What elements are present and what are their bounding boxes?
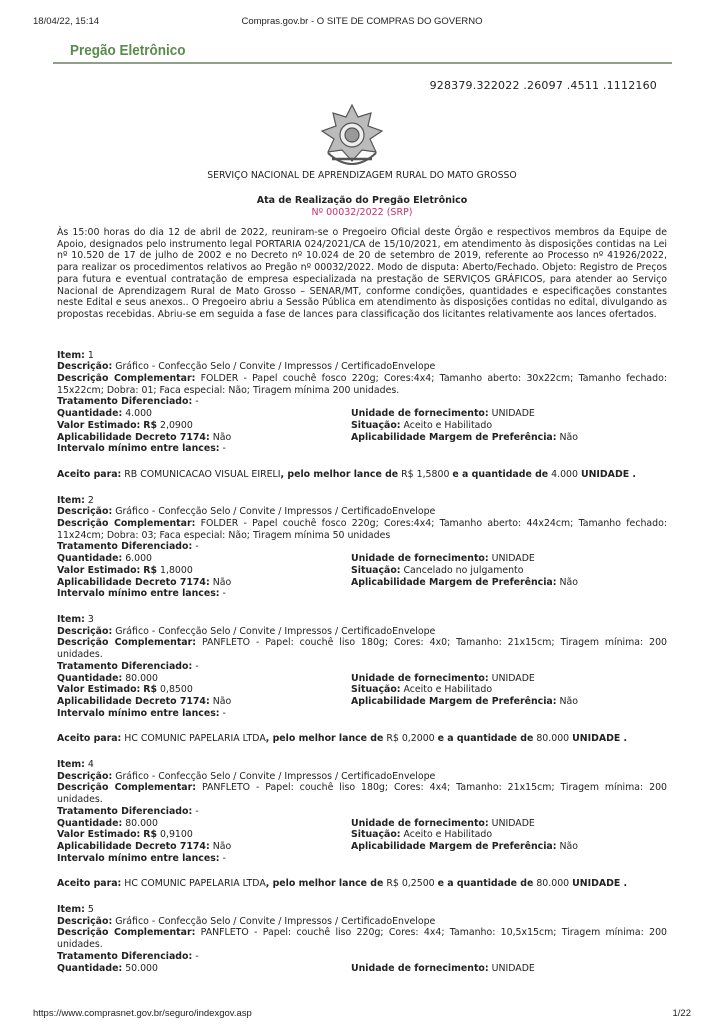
print-url: https://www.comprasnet.gov.br/seguro/indexgov.asp (33, 1008, 252, 1019)
margem-preferencia-label: Aplicabilidade Margem de Preferência: (351, 431, 557, 443)
col-left (57, 696, 351, 708)
field-row (57, 420, 667, 432)
line (57, 350, 667, 362)
descricao-complementar-label: Descrição Complementar: (57, 927, 196, 939)
melhor-lance-label: , pelo melhor lance de (265, 878, 384, 890)
decreto-7174-label: Aplicabilidade Decreto 7174: (57, 695, 210, 707)
item-number-field (57, 350, 94, 361)
tratamento-diferenciado-value: - (195, 950, 199, 962)
decreto-7174-value: Não (212, 695, 232, 707)
col-right (351, 565, 523, 577)
quantidade-label: e a quantidade de (437, 878, 534, 890)
intervalo-lances-field (57, 708, 226, 719)
quantidade-label: e a quantidade de (437, 733, 534, 745)
document-title: Ata de Realização do Pregão Eletrônico (256, 195, 468, 206)
col-left (57, 577, 351, 589)
aceito-quantidade: 4.000 (551, 468, 578, 480)
line (57, 853, 667, 865)
unidade-fornecimento-field (351, 553, 535, 564)
title-divider (53, 62, 672, 64)
print-page-number: 1/22 (672, 1008, 691, 1019)
col-right (351, 408, 535, 420)
descricao-complementar-field (57, 782, 667, 805)
field-row (57, 818, 667, 830)
line (57, 637, 667, 660)
descricao-value: Gráfico - Confecção Selo / Convite / Impressos / CertificadoEnvelope (115, 506, 436, 518)
unidade-fornecimento-value: UNIDADE (491, 817, 535, 829)
decreto-7174-label: Aplicabilidade Decreto 7174: (57, 576, 210, 588)
unidade-fornecimento-value: UNIDADE (491, 672, 535, 684)
margem-preferencia-field (351, 577, 578, 588)
item-number-value: 4 (87, 759, 94, 771)
aceito-line (57, 878, 667, 890)
quantidade-value: 4.000 (125, 408, 153, 420)
quantidade-value: 80.000 (125, 817, 158, 829)
intervalo-lances-value: - (222, 588, 226, 600)
valor-estimado-field (57, 420, 193, 431)
item-number-label: Item: (57, 494, 85, 506)
aceito-label: Aceito para: (57, 878, 122, 890)
col-right (351, 432, 578, 444)
field-row (57, 577, 667, 589)
valor-estimado-field (57, 565, 193, 576)
col-right (351, 841, 578, 853)
unidade-fornecimento-label: Unidade de fornecimento: (351, 553, 489, 565)
descricao-value: Gráfico - Confecção Selo / Convite / Impressos / CertificadoEnvelope (115, 915, 436, 927)
decreto-7174-label: Aplicabilidade Decreto 7174: (57, 840, 210, 852)
descricao-complementar-field (57, 373, 667, 396)
item-block (57, 904, 667, 974)
descricao-field (57, 506, 435, 517)
line (57, 708, 667, 720)
quantidade-label: Quantidade: (57, 817, 123, 829)
intervalo-lances-label: Intervalo mínimo entre lances: (57, 852, 220, 864)
margem-preferencia-value: Não (559, 431, 578, 443)
col-right (351, 696, 578, 708)
line (57, 495, 667, 507)
situacao-value: Aceito e Habilitado (403, 684, 493, 696)
col-right (351, 684, 492, 696)
item-number-field (57, 759, 94, 770)
intervalo-lances-label: Intervalo mínimo entre lances: (57, 443, 220, 455)
tratamento-diferenciado-label: Tratamento Diferenciado: (57, 805, 193, 817)
print-page-title: Compras.gov.br - O SITE DE COMPRAS DO GOVERNO (241, 16, 483, 27)
descricao-complementar-value: FOLDER - Papel couchê fosco 220g; Cores:4x4; Tamanho aberto: 30x22cm; Tamanho fechado: 15x22cm; Dobra: 01; Faca especial: Não; Tiragem mínima 200 unidades. (57, 373, 668, 396)
aceito-quantidade: 80.000 (536, 878, 570, 890)
valor-estimado-value: 0,8500 (160, 684, 193, 696)
descricao-complementar-field (57, 637, 667, 660)
descricao-field (57, 771, 435, 782)
col-left (57, 420, 351, 432)
aceito-unidade: UNIDADE . (572, 733, 628, 745)
unidade-fornecimento-value: UNIDADE (491, 962, 535, 974)
document-body (57, 227, 667, 974)
intro-paragraph: Às 15:00 horas do dia 12 de abril de 2022, reuniram-se o Pregoeiro Oficial deste Órgão e respectivos membros da Equipe de Apoio, designados pelo instrumento legal PORTARIA 024/2021/CA de 15/10/2021, em atendimento às disposições contidas na Lei nº 10.520 de 17 de julho de 2002 e no Decreto nº 10.024 de 20 de setembro de 2019, referente ao Processo nº 41926/2022, para realizar os procedimentos relativos ao Pregão nº 00032/2022. Modo de disputa: Aberto/Fechado. Objeto: Registro de Preços para futura e eventual contratação de empresa especializada na prestação de SERVIÇOS GRÁFICOS, para atender ao Serviço Nacional de Aprendizagem Rural de Mato Grosso – SENAR/MT, conforme condições, quantidades e especificações constantes neste Edital e seus anexos.. O Pregoeiro abriu a Sessão Pública em atendimento às disposições contidas no edital, divulgando as propostas recebidas. Abriu-se em seguida a fase de lances para classificação dos licitantes relativamente aos lances ofertados. (57, 227, 667, 320)
tratamento-diferenciado-field (57, 541, 199, 552)
unidade-fornecimento-field (351, 818, 535, 829)
descricao-value: Gráfico - Confecção Selo / Convite / Impressos / CertificadoEnvelope (115, 361, 436, 373)
tratamento-diferenciado-field (57, 806, 199, 817)
quantidade-field (57, 553, 152, 564)
line (57, 541, 667, 553)
unidade-fornecimento-label: Unidade de fornecimento: (351, 962, 489, 974)
currency-label: R$ (143, 564, 158, 576)
quantidade-field (57, 673, 158, 684)
line (57, 927, 667, 950)
brazil-coat-of-arms-icon (318, 103, 386, 173)
field-row (57, 829, 667, 841)
col-left (57, 673, 351, 685)
col-left (57, 553, 351, 565)
field-row (57, 963, 667, 975)
situacao-label: Situação: (351, 829, 401, 841)
lance-value: R$ 0,2500 (386, 878, 435, 890)
print-datetime: 18/04/22, 15:14 (33, 16, 100, 27)
item-number-label: Item: (57, 759, 85, 771)
aceito-label: Aceito para: (57, 733, 122, 745)
tratamento-diferenciado-field (57, 951, 199, 962)
quantidade-label: Quantidade: (57, 672, 123, 684)
valor-estimado-value: 0,9100 (160, 829, 193, 841)
quantidade-field (57, 818, 158, 829)
descricao-field (57, 916, 435, 927)
lance-value: R$ 0,2000 (386, 733, 435, 745)
margem-preferencia-label: Aplicabilidade Margem de Preferência: (351, 695, 557, 707)
descricao-complementar-value: FOLDER - Papel couchê fosco 220g; Cores:4x4; Tamanho aberto: 44x24cm; Tamanho fechado: 11x24cm; Dobra: 03; Faca especial: Não; Tiragem mínima 50 unidades (57, 518, 668, 541)
line (57, 661, 667, 673)
tratamento-diferenciado-label: Tratamento Diferenciado: (57, 660, 193, 672)
descricao-value: Gráfico - Confecção Selo / Convite / Impressos / CertificadoEnvelope (115, 770, 436, 782)
item-number-value: 1 (87, 349, 94, 361)
valor-estimado-field (57, 829, 193, 840)
lance-value: R$ 1,5800 (401, 468, 450, 480)
situacao-label: Situação: (351, 419, 401, 431)
aceito-quantidade: 80.000 (536, 733, 570, 745)
unidade-fornecimento-label: Unidade de fornecimento: (351, 408, 489, 420)
descricao-value: Gráfico - Confecção Selo / Convite / Impressos / CertificadoEnvelope (115, 625, 436, 637)
quantidade-value: 50.000 (125, 962, 158, 974)
decreto-7174-field (57, 696, 231, 707)
descricao-field (57, 626, 435, 637)
unidade-fornecimento-label: Unidade de fornecimento: (351, 672, 489, 684)
line (57, 614, 667, 626)
line (57, 759, 667, 771)
item-number-label: Item: (57, 613, 85, 625)
decreto-7174-value: Não (212, 840, 232, 852)
field-row (57, 684, 667, 696)
line (57, 782, 667, 805)
intervalo-lances-label: Intervalo mínimo entre lances: (57, 588, 220, 600)
item-number-value: 5 (87, 904, 94, 916)
col-right (351, 818, 535, 830)
unidade-fornecimento-value: UNIDADE (491, 408, 535, 420)
item-number-value: 2 (87, 494, 94, 506)
page-title: Pregão Eletrônico (70, 42, 186, 59)
item-number-field (57, 904, 94, 915)
descricao-label: Descrição: (57, 770, 113, 782)
intervalo-lances-field (57, 443, 226, 454)
tratamento-diferenciado-field (57, 396, 199, 407)
situacao-value: Cancelado no julgamento (403, 564, 524, 576)
fornecedor-name: RB COMUNICACAO VISUAL EIRELI (124, 468, 281, 480)
descricao-complementar-label: Descrição Complementar: (57, 637, 196, 649)
quantidade-field (57, 963, 158, 974)
line (57, 951, 667, 963)
col-right (351, 420, 492, 432)
decreto-7174-field (57, 577, 231, 588)
field-row (57, 553, 667, 565)
aceito-line (57, 733, 667, 745)
margem-preferencia-field (351, 841, 578, 852)
col-left (57, 432, 351, 444)
descricao-label: Descrição: (57, 915, 113, 927)
line (57, 518, 667, 541)
unidade-fornecimento-value: UNIDADE (491, 553, 535, 565)
col-left (57, 829, 351, 841)
margem-preferencia-value: Não (559, 576, 578, 588)
col-right (351, 673, 535, 685)
col-right (351, 963, 535, 975)
tratamento-diferenciado-value: - (195, 805, 199, 817)
col-right (351, 553, 535, 565)
margem-preferencia-label: Aplicabilidade Margem de Preferência: (351, 840, 557, 852)
col-left (57, 408, 351, 420)
descricao-label: Descrição: (57, 361, 113, 373)
items-list (57, 350, 667, 975)
margem-preferencia-value: Não (559, 695, 578, 707)
col-right (351, 577, 578, 589)
descricao-complementar-label: Descrição Complementar: (57, 373, 196, 385)
col-left (57, 963, 351, 975)
descricao-complementar-value: PANFLETO - Papel: couchê liso 180g; Cores: 4x4; Tamanho: 21x15cm; Tiragem mínima: 200 unidades. (57, 782, 668, 806)
tratamento-diferenciado-field (57, 661, 199, 672)
decreto-7174-label: Aplicabilidade Decreto 7174: (57, 431, 210, 443)
valor-estimado-label: Valor Estimado: (57, 829, 141, 841)
decreto-7174-value: Não (212, 431, 232, 443)
situacao-field (351, 829, 492, 840)
item-number-label: Item: (57, 904, 85, 916)
quantidade-label: Quantidade: (57, 553, 123, 565)
unidade-fornecimento-field (351, 963, 535, 974)
currency-label: R$ (143, 829, 158, 841)
quantidade-label: Quantidade: (57, 408, 123, 420)
descricao-field (57, 361, 435, 372)
unidade-fornecimento-field (351, 673, 535, 684)
field-row (57, 696, 667, 708)
tratamento-diferenciado-value: - (195, 660, 199, 672)
margem-preferencia-field (351, 432, 578, 443)
intervalo-lances-value: - (222, 443, 226, 455)
situacao-field (351, 420, 492, 431)
valor-estimado-label: Valor Estimado: (57, 564, 141, 576)
line (57, 443, 667, 455)
descricao-complementar-field (57, 927, 667, 950)
document-code: 928379.322022 .26097 .4511 .1112160 (429, 79, 657, 92)
quantidade-label: e a quantidade de (452, 468, 549, 480)
situacao-label: Situação: (351, 564, 401, 576)
col-left (57, 818, 351, 830)
item-number-field (57, 614, 94, 625)
tratamento-diferenciado-label: Tratamento Diferenciado: (57, 541, 193, 553)
quantidade-value: 80.000 (125, 672, 158, 684)
document-number: Nº 00032/2022 (SRP) (311, 207, 413, 218)
intervalo-lances-value: - (222, 852, 226, 864)
item-number-field (57, 495, 94, 506)
margem-preferencia-value: Não (559, 840, 578, 852)
situacao-field (351, 684, 492, 695)
valor-estimado-field (57, 684, 193, 695)
col-left (57, 841, 351, 853)
tratamento-diferenciado-label: Tratamento Diferenciado: (57, 950, 193, 962)
intervalo-lances-label: Intervalo mínimo entre lances: (57, 707, 220, 719)
line (57, 771, 667, 783)
margem-preferencia-label: Aplicabilidade Margem de Preferência: (351, 576, 557, 588)
descricao-complementar-value: PANFLETO - Papel: couchê liso 180g; Cores: 4x0; Tamanho: 21x15cm; Tiragem mínima: 200 unidades. (57, 637, 668, 661)
valor-estimado-label: Valor Estimado: (57, 419, 141, 431)
tratamento-diferenciado-value: - (195, 541, 199, 553)
margem-preferencia-field (351, 696, 578, 707)
decreto-7174-value: Não (212, 576, 232, 588)
item-block (57, 495, 667, 600)
melhor-lance-label: , pelo melhor lance de (280, 468, 399, 480)
fornecedor-name: HC COMUNIC PAPELARIA LTDA (124, 733, 266, 745)
line (57, 396, 667, 408)
field-row (57, 841, 667, 853)
situacao-field (351, 565, 523, 576)
intervalo-lances-value: - (222, 707, 226, 719)
field-row (57, 408, 667, 420)
situacao-label: Situação: (351, 684, 401, 696)
melhor-lance-label: , pelo melhor lance de (265, 733, 384, 745)
tratamento-diferenciado-value: - (195, 396, 199, 408)
col-right (351, 829, 492, 841)
item-block (57, 614, 667, 719)
situacao-value: Aceito e Habilitado (403, 829, 493, 841)
line (57, 506, 667, 518)
item-block (57, 759, 667, 864)
col-left (57, 565, 351, 577)
descricao-complementar-field (57, 518, 667, 541)
aceito-unidade: UNIDADE . (572, 878, 628, 890)
descricao-complementar-label: Descrição Complementar: (57, 518, 196, 530)
line (57, 626, 667, 638)
line (57, 916, 667, 928)
item-number-value: 3 (87, 613, 94, 625)
item-block (57, 350, 667, 455)
line (57, 373, 667, 396)
item-number-label: Item: (57, 349, 85, 361)
intervalo-lances-field (57, 588, 226, 599)
tratamento-diferenciado-label: Tratamento Diferenciado: (57, 396, 193, 408)
line (57, 361, 667, 373)
line (57, 904, 667, 916)
line (57, 806, 667, 818)
situacao-value: Aceito e Habilitado (403, 419, 493, 431)
col-left (57, 684, 351, 696)
quantidade-field (57, 408, 152, 419)
quantidade-value: 6.000 (125, 553, 153, 565)
aceito-line (57, 469, 667, 481)
unidade-fornecimento-field (351, 408, 535, 419)
descricao-complementar-value: PANFLETO - Papel: couchê liso 220g; Cores: 4x4; Tamanho: 10,5x15cm; Tiragem mínima: 200 unidades. (57, 927, 667, 951)
valor-estimado-value: 1,8000 (160, 564, 193, 576)
intervalo-lances-field (57, 853, 226, 864)
currency-label: R$ (143, 684, 158, 696)
fornecedor-name: HC COMUNIC PAPELARIA LTDA (124, 878, 266, 890)
currency-label: R$ (143, 419, 158, 431)
valor-estimado-value: 2,0900 (160, 419, 193, 431)
aceito-unidade: UNIDADE . (580, 468, 636, 480)
unidade-fornecimento-label: Unidade de fornecimento: (351, 817, 489, 829)
line (57, 588, 667, 600)
decreto-7174-field (57, 841, 231, 852)
field-row (57, 565, 667, 577)
aceito-label: Aceito para: (57, 468, 122, 480)
descricao-label: Descrição: (57, 506, 113, 518)
field-row (57, 673, 667, 685)
valor-estimado-label: Valor Estimado: (57, 684, 141, 696)
decreto-7174-field (57, 432, 231, 443)
organization-name: SERVIÇO NACIONAL DE APRENDIZAGEM RURAL DO MATO GROSSO (207, 170, 517, 181)
field-row (57, 432, 667, 444)
descricao-complementar-label: Descrição Complementar: (57, 782, 196, 794)
descricao-label: Descrição: (57, 625, 113, 637)
quantidade-label: Quantidade: (57, 962, 123, 974)
